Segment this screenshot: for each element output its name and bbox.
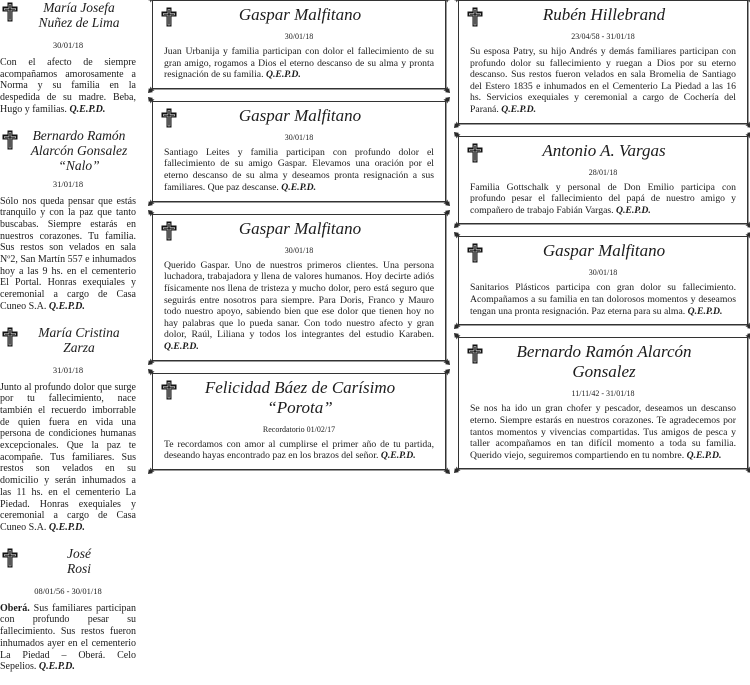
deceased-name: Antonio A. Vargas [542,140,666,160]
name-line: Rosi [66,560,91,576]
corner-ornament-icon [148,84,157,93]
corner-ornament-icon [454,132,463,141]
corner-ornament-icon [441,84,450,93]
obituary-entry [0,546,136,673]
message-text [470,182,736,217]
corner-ornament-icon [743,333,750,342]
right-column [458,0,748,481]
cross-icon [467,7,483,27]
date: 30/01/18 [284,245,314,255]
corner-ornament-icon [148,465,157,474]
corner-ornament-icon [441,369,450,378]
message-text [470,46,736,116]
date: 31/01/18 [52,364,84,375]
left-column [0,0,136,685]
obituary-notice [152,373,446,470]
cross-icon [2,327,18,347]
corner-ornament-icon [441,97,450,106]
corner-ornament-icon [148,0,157,5]
cross-icon [161,7,177,27]
obituary-entry [0,0,136,116]
obituary-notice [458,236,748,325]
deceased-name: Felicidad Báez de Carísimo “Porota” [204,377,396,417]
corner-ornament-icon [743,232,750,241]
corner-ornament-icon [148,210,157,219]
obituary-entry [0,325,136,534]
qepd: Q.E.P.D. [501,103,537,115]
name-line: José [67,545,91,561]
name-line: María Josefa [43,0,115,15]
corner-ornament-icon [454,119,463,128]
qepd: Q.E.P.D. [38,661,75,673]
cross-icon [2,548,18,568]
date: Recordatorio 01/02/17 [262,424,336,434]
cross-icon [467,143,483,163]
name-line: Bernardo Ramón [32,127,126,143]
obituary-notice [458,0,748,124]
cross-icon [467,243,483,263]
date: 30/01/18 [588,268,618,278]
qepd: Q.E.P.D. [686,449,722,461]
deceased-name: Gaspar Malfitano [238,218,362,238]
qepd: Q.E.P.D. [164,340,199,352]
corner-ornament-icon [441,197,450,206]
corner-ornament-icon [441,465,450,474]
message-text [0,603,136,673]
corner-ornament-icon [743,0,750,5]
qepd: Q.E.P.D. [615,204,651,216]
qepd: Q.E.P.D. [48,521,85,533]
message-text [0,382,136,534]
message-text [164,439,434,462]
name-line: Zarza [63,339,95,355]
deceased-name [22,325,136,355]
name-line: María Cristina [38,324,120,340]
deceased-name: Gaspar Malfitano [542,241,666,261]
corner-ornament-icon [441,0,450,5]
deceased-name [22,546,136,576]
cross-icon [2,2,18,22]
corner-ornament-icon [743,320,750,329]
message-body: Se nos ha ido un gran chofer y pescador, deseamos un descanso eterno. Siempre estarás en nuestros corazones. Te agradecemos por tantos momentos y vivencias compartidas. Tus amigos de pesca y taller acompañamos en tan difícil momento a toda su familia. Querido viejo, seguiremos compartiendo en tu nombre. [470,403,736,461]
corner-ornament-icon [454,0,463,5]
message-body: Santiago Leites y familia participan con profundo dolor el fallecimiento de su amigo Gaspar. Elevamos una oración por el eterno descanso de su alma y deseamos pronta resignación a sus familiares. Que paz descanse. [164,146,434,193]
qepd: Q.E.P.D. [281,181,317,193]
qepd: Q.E.P.D. [380,450,416,462]
message-body: Junto al profundo dolor que surge por tu fallecimiento, nace también el recuerdo imborrable de quien fuera en vida una persona de condiciones humanas excepcionales. Que la paz te acompañe. Tus familiares. Sus restos son velados en su domicilio y serán inhumados a las 11 hs. en el cementerio La Piedad. Honras exequiales y ceremonial a cargo de Casa Cuneo S.A. [0,381,136,533]
corner-ornament-icon [148,97,157,106]
corner-ornament-icon [441,356,450,365]
qepd: Q.E.P.D. [48,300,85,312]
corner-ornament-icon [148,197,157,206]
date: 11/11/42 - 31/01/18 [571,389,635,399]
deceased-name [22,128,136,173]
date: 30/01/18 [284,32,314,41]
corner-ornament-icon [454,232,463,241]
corner-ornament-icon [454,320,463,329]
deceased-name: Gaspar Malfitano [238,5,362,24]
cross-icon [161,380,177,400]
message-body: Sólo nos queda pensar que estás tranquilo y con la paz que tanto buscabas. Siempre estarás en nuestros corazones. Tu familia. Sus restos son velados en sala Nº2, San Martín 557 e inhumados hoy a las 9 hs. en el cementerio El Portal. Honras exequiales y ceremonial a cargo de Casa Cuneo S.A. [0,195,136,312]
cross-icon [467,344,483,364]
message-text [470,282,736,317]
date: 30/01/18 [284,132,314,142]
message-body: Familia Gottschalk y personal de Don Emilio participa con profundo pesar el fallecimiento del papá de nuestro amigo y compañero de trabajo Fabián Vargas. [470,181,736,216]
message-text [164,46,434,81]
message-text [164,260,434,353]
corner-ornament-icon [743,119,750,128]
message-text [164,147,434,193]
message-body: Su esposa Patry, su hijo Andrés y demás familiares participan con profundo dolor su fallecimiento y ruegan a Dios por su eterno descanso. Sus restos fueron velados en sala Bromelia de Santiago del Estero 1835 e inhumados en el Cementerio La Piedad a las 16 hs. Servicios exequiales y ceremonial a cargo de Cochería del Paraná. [470,46,736,115]
qepd: Q.E.P.D. [687,305,723,317]
message-text [470,403,736,461]
cross-icon [161,221,177,241]
location-lead: Oberá. [0,602,30,614]
corner-ornament-icon [454,333,463,342]
corner-ornament-icon [743,132,750,141]
qepd: Q.E.P.D. [265,69,301,81]
deceased-name [22,0,136,30]
date: 08/01/56 - 30/01/18 [34,585,102,596]
date: 28/01/18 [588,167,618,177]
name-line: Nuñez de Lima [38,15,120,30]
deceased-name: Rubén Hillebrand [542,5,666,24]
qepd: Q.E.P.D. [69,103,106,115]
message-text [0,57,136,116]
corner-ornament-icon [148,369,157,378]
cross-icon [2,130,18,150]
obituary-entry [0,128,136,313]
obituary-notice [152,101,446,202]
middle-column [152,0,446,482]
message-body: Sus familiares participan con profundo pesar su fallecimiento. Sus restos fueron inhumados ayer en el cementerio La Piedad – Oberá. Celo Sepelios. [0,602,136,673]
corner-ornament-icon [148,356,157,365]
corner-ornament-icon [454,464,463,473]
corner-ornament-icon [454,219,463,228]
deceased-name: Gaspar Malfitano [238,105,362,125]
obituary-notice [152,214,446,361]
message-body: Juan Urbanija y familia participan con dolor el fallecimiento de su gran amigo, rogamos a Dios el eterno descanso de su alma y pronta resignación de su familia. [164,46,434,81]
cross-icon [161,108,177,128]
message-body: Con el afecto de siempre acompañamos amorosamente a Norma y su familia en la despedida de su madre. Beba, Hugo y familias. [0,57,136,115]
name-line: Alarcón Gonsalez “Nalo” [30,142,128,173]
obituary-notice [458,337,748,469]
deceased-name: Bernardo Ramón Alarcón Gonsalez [516,342,692,382]
date: 30/01/18 [52,40,84,50]
message-text [0,196,136,313]
obituary-notice [458,136,748,225]
date: 23/04/58 - 31/01/18 [571,32,635,41]
message-body: Sanitarios Plásticos participa con gran dolor su fallecimiento. Acompañamos a su familia en tan dolorosos momentos y deseamos tengan una pronta resignación. Paz eterna para su alma. [470,282,736,317]
message-body: Querido Gaspar. Uno de nuestros primeros clientes. Una persona luchadora, trabajadora y llena de valores humanos. Hoy decirte adiós físicamente nos llena de tristeza y mucho dolor, pero está seguro que seguirás entre nosotros para siempre. Para Doris, Franco y Mauro todo nuestro apoyo, sabiendo bien que ese dolor que tienen hoy no hay palabras que lo pueda sanar. Con todo nuestro afecto y gran dolor, Raúl, Liliana y todos los integrantes del estudio Karaben. [164,259,434,341]
message-body: Te recordamos con amor al cumplirse el primer año de tu partida, deseando hayas encontrado paz en los brazos del señor. [164,438,434,462]
corner-ornament-icon [743,464,750,473]
date: 31/01/18 [52,178,84,189]
obituary-notice [152,0,446,89]
corner-ornament-icon [743,219,750,228]
corner-ornament-icon [441,210,450,219]
